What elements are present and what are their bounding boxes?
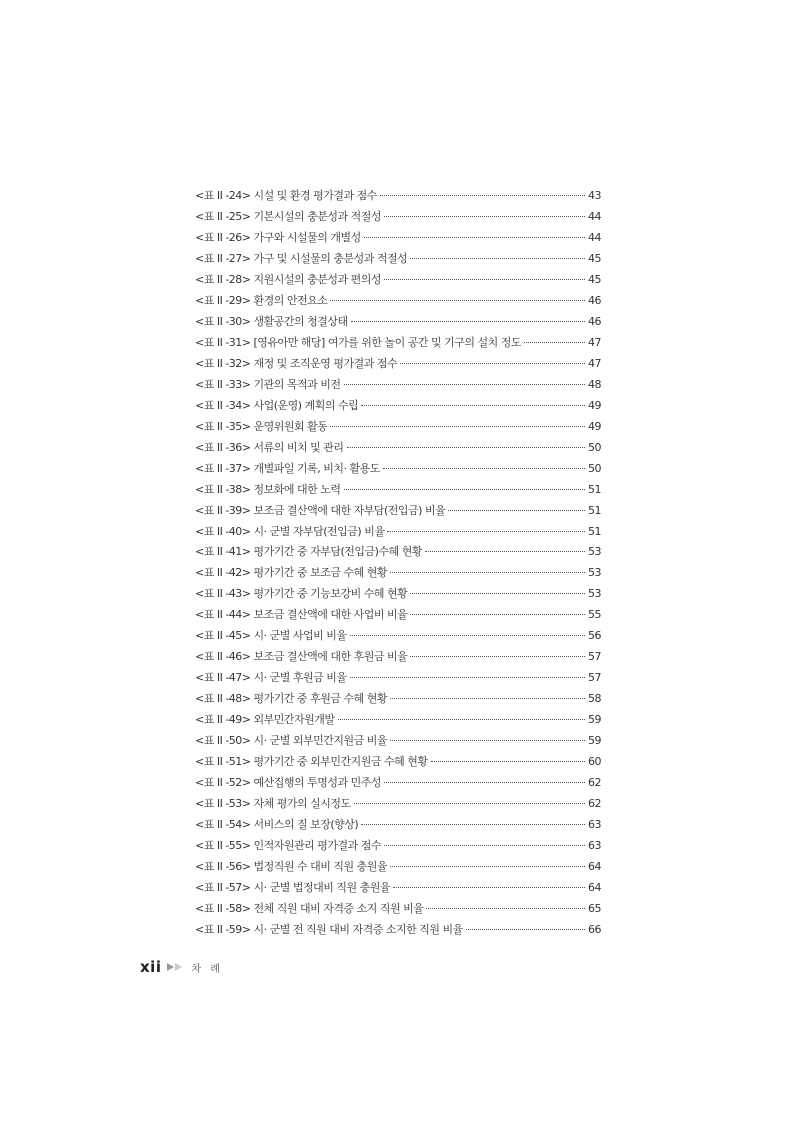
dot-leader: [361, 405, 585, 406]
toc-entry-page: 46: [588, 314, 601, 328]
dot-leader: [431, 761, 585, 762]
toc-entry[interactable]: [195, 689, 601, 710]
toc-entry-label: <표 II -50> 시· 군별 외부민간지원금 비율: [195, 734, 388, 748]
toc-entry[interactable]: [195, 522, 601, 543]
toc-entry-page: 63: [588, 839, 601, 853]
section-label: 차 례: [191, 963, 223, 975]
dot-leader: [448, 510, 585, 511]
dot-leader: [387, 531, 585, 532]
toc-entry[interactable]: [195, 731, 601, 752]
toc-entry-label: <표 II -43> 평가기간 중 기능보강비 수혜 현황: [195, 587, 408, 601]
toc-entry-page: 62: [588, 776, 601, 790]
toc-entry[interactable]: [195, 270, 601, 291]
dot-leader: [354, 803, 585, 804]
page-number: xii: [140, 958, 162, 976]
dot-leader: [384, 782, 585, 783]
dot-leader: [524, 342, 585, 343]
toc-entry[interactable]: [195, 354, 601, 375]
dot-leader: [380, 195, 585, 196]
toc-entry[interactable]: [195, 417, 601, 438]
toc-entry[interactable]: [195, 228, 601, 249]
toc-entry[interactable]: [195, 375, 601, 396]
dot-leader: [338, 719, 585, 720]
toc-entry[interactable]: [195, 333, 601, 354]
toc-entry[interactable]: [195, 396, 601, 417]
toc-entry-page: 53: [588, 545, 601, 559]
toc-entry[interactable]: [195, 186, 601, 207]
dot-leader: [390, 866, 585, 867]
toc-entry-label: <표 II -42> 평가기간 중 보조금 수혜 현황: [195, 566, 388, 580]
toc-entry[interactable]: [195, 626, 601, 647]
toc-entry[interactable]: [195, 438, 601, 459]
toc-entry-page: 44: [588, 230, 601, 244]
toc-entry-page: 66: [588, 922, 601, 936]
dot-leader: [350, 635, 586, 636]
toc-entry-page: 44: [588, 209, 601, 223]
toc-entry-page: 55: [588, 608, 601, 622]
triangle-right-icon: [167, 963, 174, 971]
toc-entry-page: 51: [588, 503, 601, 517]
dot-leader: [330, 300, 585, 301]
toc-entry-page: 60: [588, 755, 601, 769]
dot-leader: [410, 258, 585, 259]
toc-entry-label: <표 II -59> 시· 군별 전 직원 대비 자격증 소지한 직원 비율: [195, 922, 463, 936]
toc-entry-page: 58: [588, 692, 601, 706]
dot-leader: [351, 321, 585, 322]
dot-leader: [390, 698, 585, 699]
toc-entry-page: 47: [588, 356, 601, 370]
dot-leader: [410, 593, 585, 594]
toc-entry-label: <표 II -37> 개별파일 기록, 비치· 활용도: [195, 461, 380, 475]
toc-entry-page: 62: [588, 797, 601, 811]
toc-entry-label: <표 II -38> 정보화에 대한 노력: [195, 482, 341, 496]
toc-entry-label: <표 II -40> 시· 군별 자부담(전입금) 비율: [195, 524, 385, 538]
toc-entry[interactable]: [195, 815, 601, 836]
dot-leader: [344, 489, 585, 490]
toc-entry[interactable]: [195, 249, 601, 270]
toc-entry-page: 46: [588, 293, 601, 307]
dot-leader: [384, 279, 585, 280]
toc-entry-label: <표 II -46> 보조금 결산액에 대한 후원금 비율: [195, 650, 408, 664]
toc-entry-page: 45: [588, 272, 601, 286]
triangle-right-icon: [175, 963, 182, 971]
toc-entry[interactable]: [195, 480, 601, 501]
dot-leader: [466, 929, 585, 930]
toc-entry-label: <표 II -24> 시설 및 환경 평가결과 점수: [195, 189, 377, 202]
toc-entry[interactable]: [195, 920, 601, 941]
toc-entry-label: <표 II -26> 가구와 시설물의 개별성: [195, 230, 361, 244]
toc-entry[interactable]: [195, 794, 601, 815]
toc-entry-label: <표 II -44> 보조금 결산액에 대한 사업비 비율: [195, 608, 408, 622]
toc-entry[interactable]: [195, 857, 601, 878]
toc-entry-label: <표 II -29> 환경의 안전요소: [195, 293, 328, 307]
toc-entry-page: 57: [588, 671, 601, 685]
toc-entry-page: 63: [588, 818, 601, 832]
toc-entry-label: <표 II -31> [영유아만 해당] 여가를 위한 놀이 공간 및 기구의 설치 정도: [195, 335, 521, 349]
toc-entry-page: 49: [588, 398, 601, 412]
dot-leader: [393, 887, 585, 888]
toc-entry-label: <표 II -49> 외부민간자원개발: [195, 713, 335, 727]
toc-entry-label: <표 II -39> 보조금 결산액에 대한 자부담(전입금) 비율: [195, 503, 446, 517]
toc-entry-label: <표 II -45> 시· 군별 사업비 비율: [195, 629, 347, 643]
table-of-contents: [195, 186, 601, 941]
toc-entry[interactable]: [195, 773, 601, 794]
toc-entry[interactable]: [195, 605, 601, 626]
toc-entry[interactable]: [195, 563, 601, 584]
toc-entry[interactable]: [195, 878, 601, 899]
toc-entry-label: <표 II -32> 재정 및 조직운영 평가결과 점수: [195, 356, 398, 370]
toc-entry-label: <표 II -56> 법정직원 수 대비 직원 충원율: [195, 860, 388, 873]
toc-entry[interactable]: [195, 836, 601, 857]
toc-entry-page: 64: [588, 880, 601, 894]
toc-entry-page: 49: [588, 419, 601, 433]
toc-entry[interactable]: [195, 752, 601, 773]
dot-leader: [426, 908, 585, 909]
toc-entry-page: 59: [588, 734, 601, 748]
toc-entry-label: <표 II -47> 시· 군별 후원금 비율: [195, 671, 347, 685]
toc-entry-label: <표 II -53> 자체 평가의 실시정도: [195, 797, 351, 811]
toc-entry-page: 57: [588, 650, 601, 664]
toc-entry-page: 51: [588, 524, 601, 538]
dot-leader: [425, 551, 585, 552]
dot-leader: [390, 572, 585, 573]
toc-entry-page: 59: [588, 713, 601, 727]
toc-entry-label: <표 II -54> 서비스의 질 보장(향상): [195, 818, 359, 832]
toc-entry-label: <표 II -55> 인적자원관리 평가결과 점수: [195, 839, 382, 853]
toc-entry[interactable]: [195, 899, 601, 920]
toc-entry-label: <표 II -28> 지원시설의 충분성과 편의성: [195, 272, 382, 286]
toc-entry-page: 48: [588, 377, 601, 391]
toc-entry[interactable]: [195, 291, 601, 312]
toc-entry[interactable]: [195, 584, 601, 605]
toc-entry-page: 53: [588, 587, 601, 601]
toc-entry-page: 64: [588, 860, 601, 873]
toc-entry-page: 53: [588, 566, 601, 580]
toc-entry-label: <표 II -52> 예산집행의 투명성과 민주성: [195, 776, 382, 790]
dot-leader: [384, 845, 585, 846]
toc-entry[interactable]: [195, 501, 601, 522]
dot-leader: [383, 468, 585, 469]
toc-entry[interactable]: [195, 542, 601, 563]
toc-entry-page: 47: [588, 335, 601, 349]
toc-entry-label: <표 II -33> 기관의 목적과 비전: [195, 377, 341, 391]
toc-entry-label: <표 II -57> 시· 군별 법정대비 직원 충원율: [195, 880, 390, 894]
toc-entry[interactable]: [195, 668, 601, 689]
dot-leader: [384, 216, 585, 217]
toc-entry[interactable]: [195, 312, 601, 333]
toc-entry[interactable]: [195, 647, 601, 668]
toc-entry-label: <표 II -27> 가구 및 시설물의 충분성과 적절성: [195, 251, 408, 265]
dot-leader: [364, 237, 585, 238]
toc-entry-page: 50: [588, 461, 601, 475]
dot-leader: [350, 677, 586, 678]
toc-entry-label: <표 II -30> 생활공간의 청결상태: [195, 314, 348, 328]
dot-leader: [410, 656, 585, 657]
page-footer: [140, 958, 223, 976]
toc-entry-label: <표 II -41> 평가기간 중 자부담(전입금)수혜 현황: [195, 545, 422, 559]
dot-leader: [410, 614, 585, 615]
toc-entry-label: <표 II -34> 사업(운영) 계획의 수립: [195, 398, 359, 412]
toc-entry[interactable]: [195, 207, 601, 228]
toc-entry-page: 43: [588, 189, 601, 202]
toc-entry-page: 50: [588, 440, 601, 454]
dot-leader: [347, 447, 585, 448]
toc-entry-label: <표 II -25> 기본시설의 충분성과 적절성: [195, 209, 382, 223]
dot-leader: [400, 363, 585, 364]
toc-entry-label: <표 II -48> 평가기간 중 후원금 수혜 현황: [195, 692, 388, 706]
toc-entry-label: <표 II -51> 평가기간 중 외부민간지원금 수혜 현황: [195, 755, 428, 769]
dot-leader: [344, 384, 585, 385]
dot-leader: [361, 824, 585, 825]
toc-entry[interactable]: [195, 459, 601, 480]
toc-entry-page: 45: [588, 251, 601, 265]
toc-entry-label: <표 II -36> 서류의 비치 및 관리: [195, 440, 344, 454]
toc-entry-page: 65: [588, 901, 601, 915]
dot-leader: [390, 740, 585, 741]
toc-entry-label: <표 II -58> 전체 직원 대비 자격증 소지 직원 비율: [195, 901, 424, 915]
toc-entry-page: 56: [588, 629, 601, 643]
toc-entry-page: 51: [588, 482, 601, 496]
toc-entry[interactable]: [195, 710, 601, 731]
double-triangle-right-icon: [167, 963, 182, 971]
toc-entry-label: <표 II -35> 운영위원회 활동: [195, 419, 328, 433]
dot-leader: [330, 426, 585, 427]
